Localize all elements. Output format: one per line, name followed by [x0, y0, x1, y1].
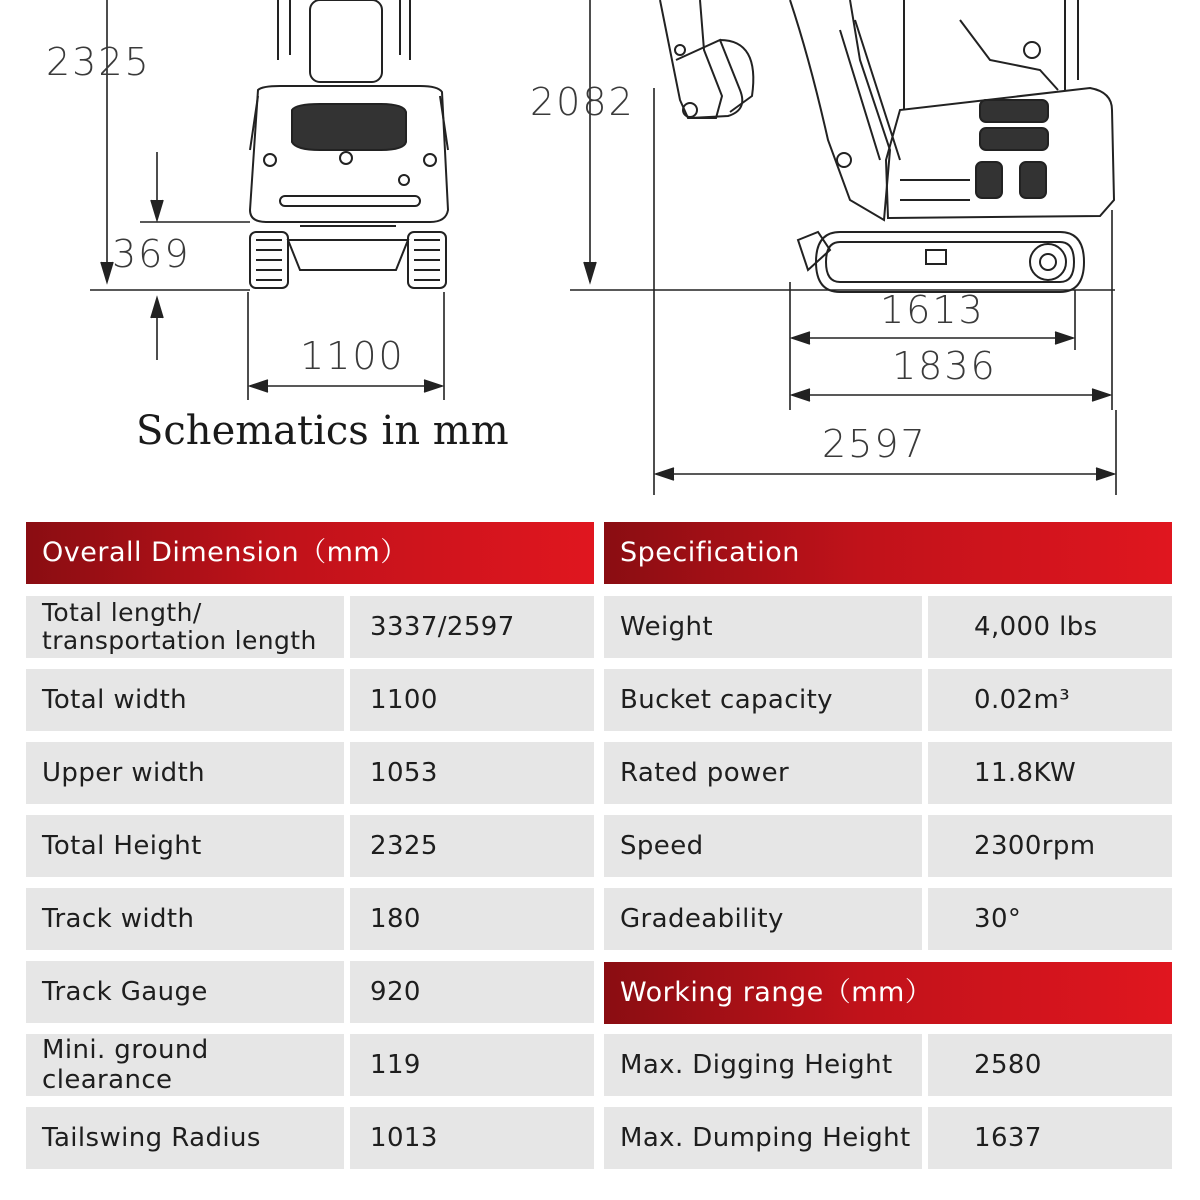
- specification-row-value: 0.02m³: [928, 669, 1172, 731]
- overall-dimension-row-value: 1013: [350, 1107, 594, 1169]
- dim-total-height: 2325: [46, 40, 151, 84]
- specification-header: Specification: [604, 522, 1172, 584]
- overall-dimension-row-value: 180: [350, 888, 594, 950]
- overall-dimension-row-label: Tailswing Radius: [26, 1107, 344, 1169]
- dim-ground-clearance: 369: [112, 232, 191, 276]
- overall-dimension-row-label: Upper width: [26, 742, 344, 804]
- overall-dimension-row-label: Track width: [26, 888, 344, 950]
- specification-row-label: Bucket capacity: [604, 669, 922, 731]
- dim-side-height: 2082: [530, 80, 635, 124]
- dim-track-length: 1613: [880, 288, 985, 332]
- specification-row-value: 4,000 lbs: [928, 596, 1172, 658]
- excavator-schematic: [0, 0, 1200, 500]
- overall-dimension-row-value: 1100: [350, 669, 594, 731]
- overall-dimension-row-label: Mini. ground clearance: [26, 1034, 344, 1096]
- overall-dimension-header: Overall Dimension（mm）: [26, 522, 594, 584]
- overall-dimension-row-label: Total length/ transportation length: [26, 596, 344, 658]
- side-dimension-lines: [570, 0, 1116, 495]
- overall-dimension-row-value: 119: [350, 1034, 594, 1096]
- working-range-row-value: 2580: [928, 1034, 1172, 1096]
- working-range-header: Working range（mm）: [604, 962, 1172, 1024]
- working-range-row-label: Max. Digging Height: [604, 1034, 922, 1096]
- working-range-row-label: Max. Dumping Height: [604, 1107, 922, 1169]
- schematic-caption: Schematics in mm: [136, 408, 509, 454]
- specification-row-label: Rated power: [604, 742, 922, 804]
- working-range-row-value: 1637: [928, 1107, 1172, 1169]
- side-view-excavator: [660, 0, 1114, 292]
- overall-dimension-row-value: 1053: [350, 742, 594, 804]
- specification-row-value: 2300rpm: [928, 815, 1172, 877]
- overall-dimension-row-value: 2325: [350, 815, 594, 877]
- overall-dimension-row-value: 3337/2597: [350, 596, 594, 658]
- overall-dimension-row-label: Total Height: [26, 815, 344, 877]
- dim-total-width: 1100: [300, 334, 405, 378]
- specification-row-value: 11.8KW: [928, 742, 1172, 804]
- specification-row-label: Weight: [604, 596, 922, 658]
- specification-row-label: Speed: [604, 815, 922, 877]
- overall-dimension-row-label: Track Gauge: [26, 961, 344, 1023]
- overall-dimension-row-value: 920: [350, 961, 594, 1023]
- specification-row-label: Gradeability: [604, 888, 922, 950]
- front-view-excavator: [250, 0, 448, 288]
- overall-dimension-row-label: Total width: [26, 669, 344, 731]
- dim-track-overall: 1836: [892, 344, 997, 388]
- dim-transport-length: 2597: [822, 422, 927, 466]
- specification-row-value: 30°: [928, 888, 1172, 950]
